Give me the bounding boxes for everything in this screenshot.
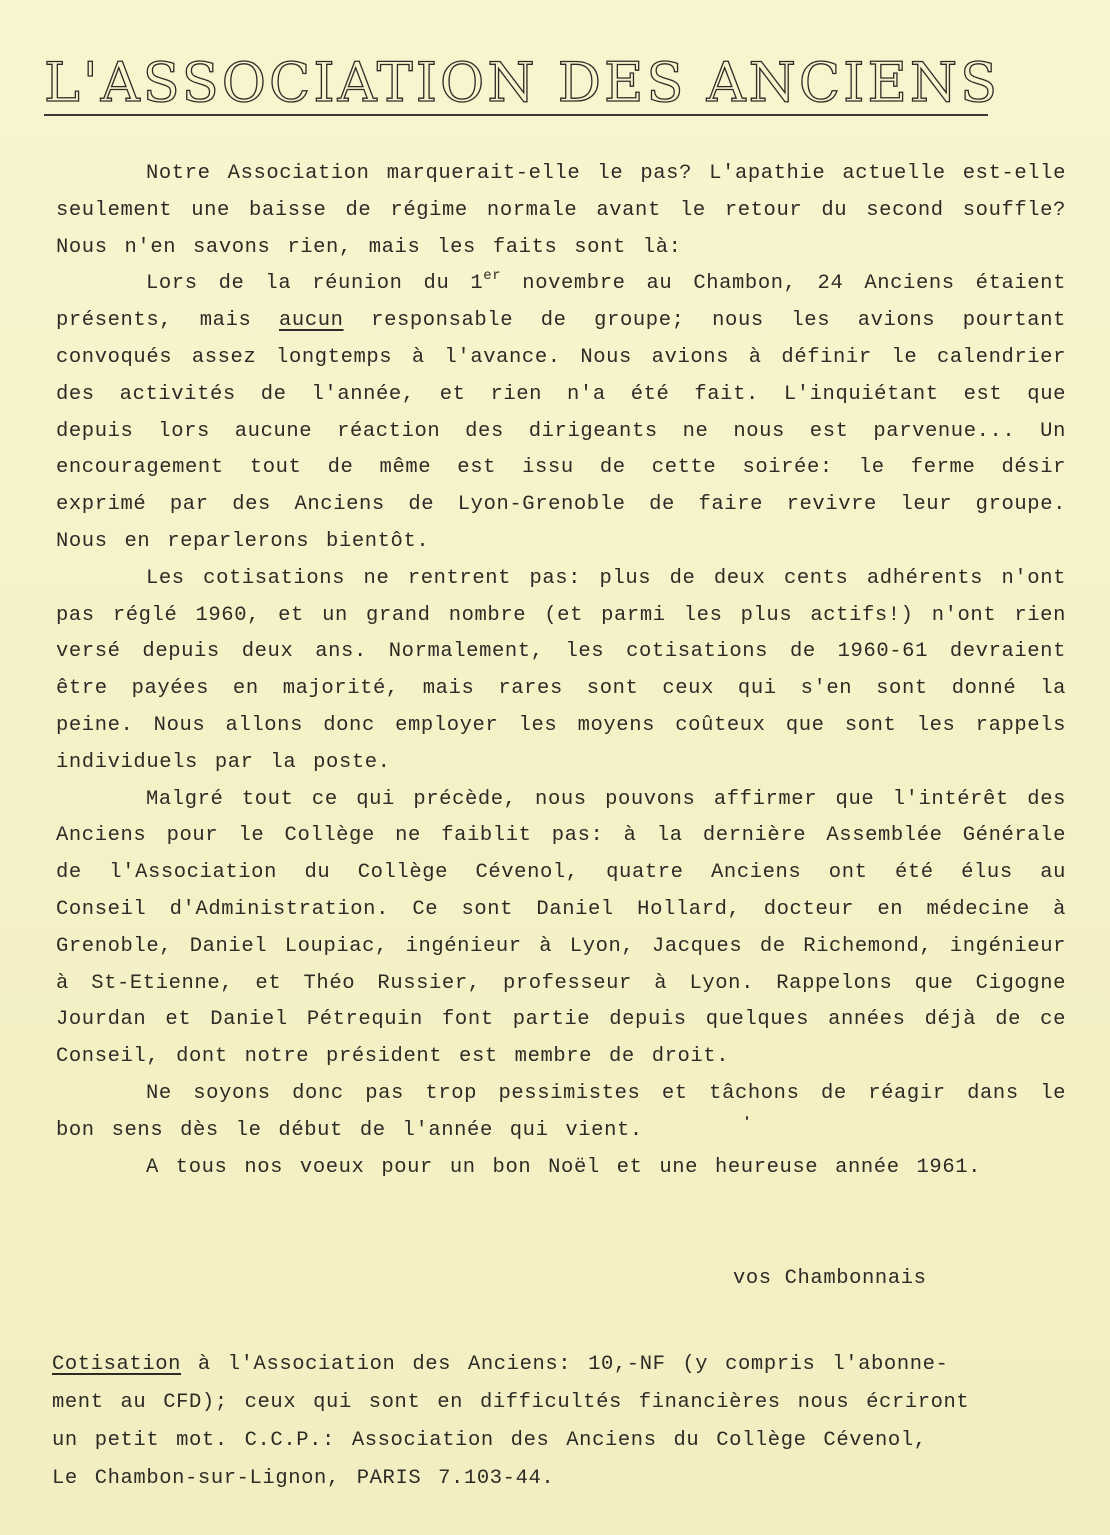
signature: vos Chambonnais	[733, 1267, 927, 1290]
paragraph-1: Notre Association marquerait-elle le pas? L'apathie actuelle est-elle seulement une baisse de régime normale avant le retour du second souffle? Nous n'en savons rien, mais les faits sont là:	[56, 162, 1066, 259]
underlined-word: aucun	[279, 309, 344, 333]
footer-line-1	[52, 1346, 1062, 1384]
footer-note	[52, 1346, 1062, 1498]
superscript-er: er	[483, 268, 502, 285]
paragraph-5: Ne soyons donc pas trop pessimistes et tâchons de réagir dans le bon sens dès le début de l'année qui vient.	[56, 1081, 1066, 1142]
paragraph-4: Malgré tout ce qui précède, nous pouvons affirmer que l'intérêt des Anciens pour le Collège ne faiblit pas: à la dernière Assemblée Générale de l'Association du Collège Cévenol, quatre Anciens ont été élus au Conseil d'Administration. Ce sont Daniel Hollard, docteur en médecine à Grenoble, Daniel Loupiac, ingénieur à Lyon, Jacques de Richemond, ingénieur à St-Etienne, et Théo Russier, professeur à Lyon. Rappelons que Cigogne Jourdan et Daniel Pétrequin font partie depuis quelques années déjà de ce Conseil, dont notre président est membre de droit.	[56, 787, 1066, 1069]
paragraph-2-part-c: responsable de groupe; nous les avions pourtant convoqués assez longtemps à l'avance. Nous avions à définir le calendrier des activités de l'année, et rien n'a été fait. L'inquiétant est que depuis lors aucune réaction des dirigeants ne nous est parvenue... Un encouragement tout de même est issu de cette soirée: le ferme désir exprimé par des Anciens de Lyon-Grenoble de faire revivre leur groupe. Nous en reparlerons bientôt.	[56, 309, 1067, 553]
ink-speck	[746, 1116, 748, 1120]
footer-label: Cotisation	[52, 1353, 182, 1376]
footer-line-2: ment au CFD); ceux qui sont en difficultés financières nous écriront	[52, 1391, 970, 1414]
footer-line-3: un petit mot. C.C.P.: Association des Anciens du Collège Cévenol,	[52, 1429, 927, 1452]
article-body	[56, 156, 1066, 1186]
paragraph-3: Les cotisations ne rentrent pas: plus de deux cents adhérents n'ont pas réglé 1960, et un grand nombre (et parmi les plus actifs!) n'ont rien versé depuis deux ans. Normalement, les cotisations de 1960-61 devraient être payées en majorité, mais rares sont ceux qui s'en sont donné la peine. Nous allons donc employer les moyens coûteux que sont les rappels individuels par la poste.	[56, 566, 1066, 774]
footer-line-4: Le Chambon-sur-Lignon, PARIS 7.103-44.	[52, 1467, 555, 1490]
footer-line-1-text: à l'Association des Anciens: 10,-NF (y compris l'abonne-	[181, 1353, 949, 1376]
title-block	[44, 51, 1001, 116]
paragraph-6: A tous nos voeux pour un bon Noël et une heureuse année 1961.	[146, 1155, 982, 1179]
paragraph-2	[56, 266, 1066, 560]
page-title: L'ASSOCIATION DES ANCIENS	[44, 51, 1001, 114]
paragraph-2-part-a: Lors de la réunion du 1	[146, 272, 484, 296]
paragraph-2-part-b: novembre au Chambon, 24 Anciens étaient présents, mais	[56, 272, 1066, 333]
